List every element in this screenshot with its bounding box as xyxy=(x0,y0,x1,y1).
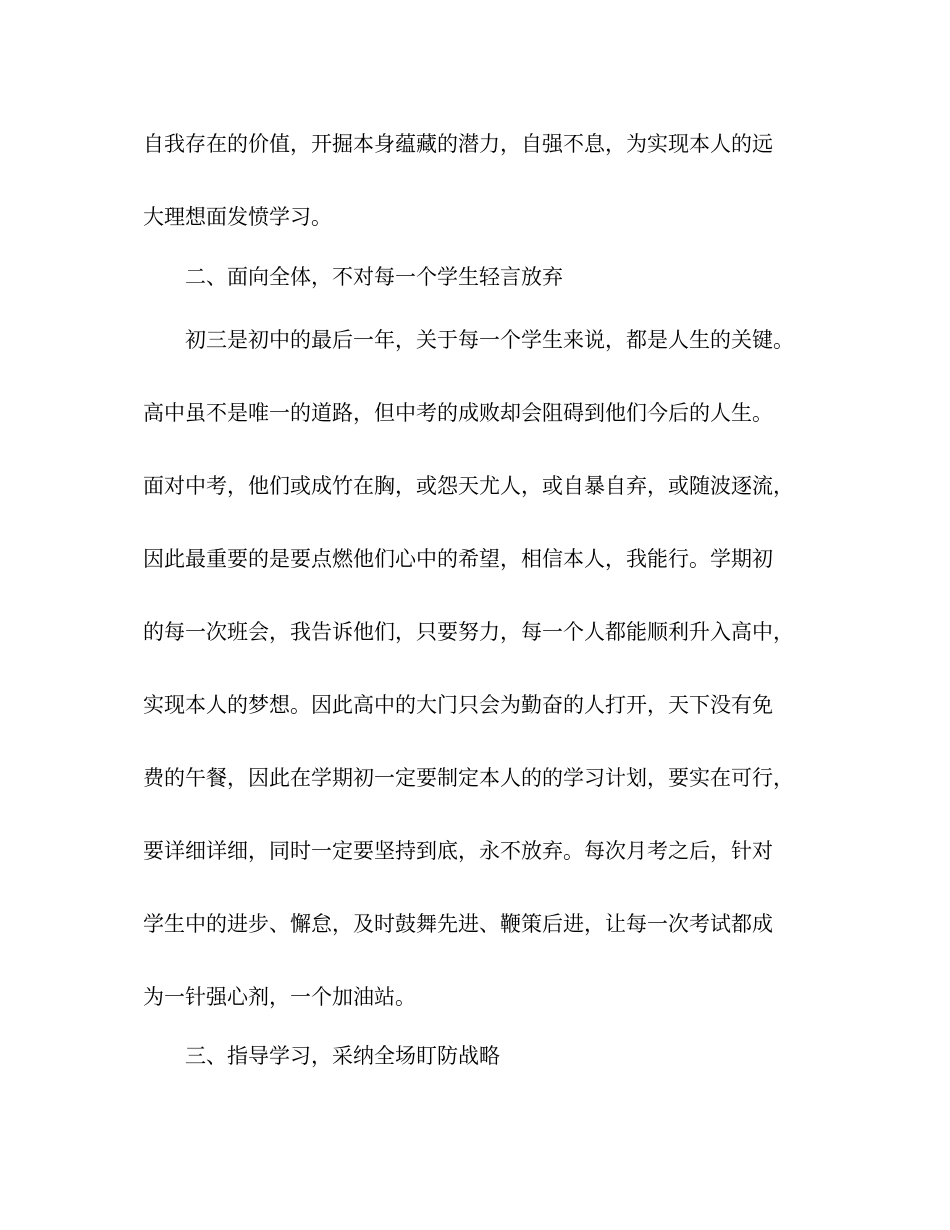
paragraph-line: 学生中的进步、懈怠，及时鼓舞先进、鞭策后进，让每一次考试都成 xyxy=(143,912,773,936)
paragraph-line: 大理想面发愤学习。 xyxy=(143,205,332,229)
paragraph-line: 的每一次班会，我告诉他们，只要努力，每一个人都能顺利升入高中， xyxy=(143,620,794,644)
paragraph-line: 要详细详细，同时一定要坚持到底，永不放弃。每次月考之后，针对 xyxy=(143,839,773,863)
paragraph-line: 为一针强心剂，一个加油站。 xyxy=(143,985,416,1009)
section-heading: 二、面向全体，不对每一个学生轻言放弃 xyxy=(185,265,563,289)
section-heading: 三、指导学习，采纳全场盯防战略 xyxy=(185,1044,500,1068)
paragraph-line: 高中虽不是唯一的道路，但中考的成败却会阻碍到他们今后的人生。 xyxy=(143,401,773,425)
paragraph-line: 因此最重要的是要点燃他们心中的希望，相信本人，我能行。学期初 xyxy=(143,547,773,571)
paragraph-line: 实现本人的梦想。因此高中的大门只会为勤奋的人打开，天下没有免 xyxy=(143,693,773,717)
paragraph-line: 面对中考，他们或成竹在胸，或怨天尤人，或自暴自弃，或随波逐流， xyxy=(143,474,794,498)
paragraph-line: 费的午餐，因此在学期初一定要制定本人的的学习计划，要实在可行， xyxy=(143,766,794,790)
paragraph-line: 初三是初中的最后一年，关于每一个学生来说，都是人生的关键。 xyxy=(185,328,794,352)
paragraph-line: 自我存在的价值，开掘本身蕴藏的潜力，自强不息，为实现本人的远 xyxy=(143,132,773,156)
